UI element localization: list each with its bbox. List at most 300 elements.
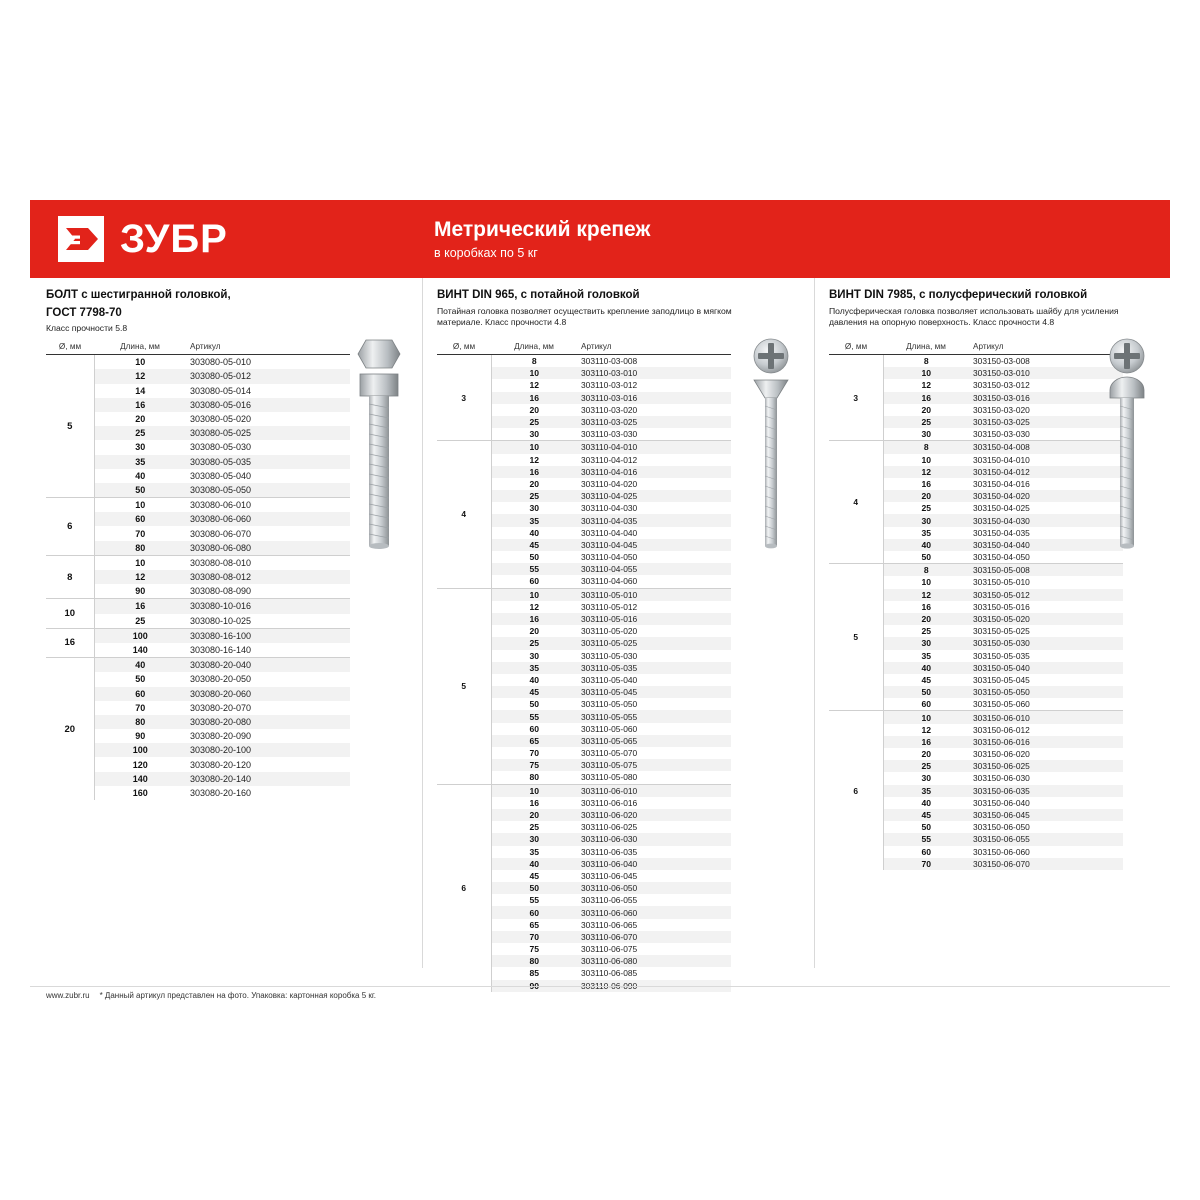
section-title-line1: ВИНТ DIN 7985, с полусферический головкой <box>829 289 1088 301</box>
cell-length: 160 <box>132 787 148 798</box>
cell-article: 303110-03-012 <box>581 380 638 391</box>
cell-length: 30 <box>921 429 932 440</box>
cell-length: 16 <box>94 398 186 412</box>
cell-article: 303080-20-070 <box>190 702 252 713</box>
cell-length: 25 <box>921 626 932 637</box>
cell-length: 16 <box>94 599 186 614</box>
product-image-pan-head-screw <box>1090 332 1164 572</box>
catalog-sheet <box>30 200 1170 1000</box>
cell-article: 303080-20-140 <box>186 772 350 786</box>
cell-article: 303150-03-012 <box>973 380 1030 391</box>
cell-length: 50 <box>921 822 932 833</box>
cell-article: 303150-04-050 <box>973 552 1030 563</box>
cell-length: 80 <box>491 955 577 967</box>
cell-article: 303110-06-085 <box>581 968 638 979</box>
cell-article: 303080-05-050 <box>186 483 350 498</box>
table-row <box>437 588 731 601</box>
cell-article: 303150-04-008 <box>969 441 1123 454</box>
cell-article: 303110-04-060 <box>581 576 638 587</box>
cell-article: 303110-05-070 <box>581 748 638 759</box>
cell-article: 303110-03-016 <box>577 392 731 404</box>
zubr-mark-icon <box>58 216 104 262</box>
cell-length: 10 <box>883 711 969 724</box>
table-header-row <box>46 340 350 355</box>
cell-length: 35 <box>529 846 540 857</box>
cell-length: 60 <box>529 723 540 734</box>
table-row <box>46 628 350 643</box>
table-header-row <box>437 340 731 355</box>
cell-length: 14 <box>135 385 146 396</box>
cell-length: 40 <box>529 527 540 538</box>
cell-diameter: 8 <box>46 555 94 599</box>
cell-article: 303080-16-140 <box>190 645 252 656</box>
cell-article: 303080-20-050 <box>190 674 252 685</box>
cell-length: 90 <box>135 731 146 742</box>
cell-length: 8 <box>883 564 969 577</box>
cell-article: 303110-06-030 <box>577 833 731 845</box>
cell-article: 303110-06-060 <box>577 906 731 918</box>
cell-article: 303110-04-010 <box>577 441 731 454</box>
cell-article: 303150-05-030 <box>969 637 1123 649</box>
cell-article: 303110-05-040 <box>581 674 638 685</box>
cell-article: 303150-06-030 <box>973 773 1030 784</box>
section-description: Класс прочности 5.8 <box>46 323 128 334</box>
col-header-diameter: Ø, мм <box>46 340 94 355</box>
section-pan-head-screw <box>814 278 1170 968</box>
cell-length: 55 <box>491 710 577 722</box>
cell-article: 303110-06-055 <box>581 895 638 906</box>
cell-article: 303150-05-020 <box>969 613 1123 625</box>
section-header <box>829 288 1160 334</box>
cell-article: 303110-05-010 <box>577 588 731 601</box>
cell-article: 303110-06-016 <box>581 797 638 808</box>
cell-article: 303110-06-090 <box>577 980 731 992</box>
section-header <box>46 288 410 334</box>
cell-article: 303150-03-030 <box>973 429 1030 440</box>
cell-article: 303080-08-012 <box>186 570 350 584</box>
cell-article: 303150-05-008 <box>969 564 1123 577</box>
cell-length: 10 <box>491 588 577 601</box>
cell-length: 10 <box>491 441 577 454</box>
cell-article: 303150-04-010 <box>973 454 1030 465</box>
cell-length: 55 <box>529 895 540 906</box>
cell-article: 303080-06-080 <box>186 541 350 556</box>
cell-article: 303080-05-016 <box>186 398 350 412</box>
cell-article: 303110-03-025 <box>577 416 731 428</box>
cell-length: 12 <box>94 570 186 584</box>
cell-article: 303110-05-055 <box>577 710 731 722</box>
cell-length: 55 <box>883 833 969 845</box>
cell-length: 16 <box>529 797 540 808</box>
cell-length: 25 <box>94 426 186 440</box>
cell-length: 12 <box>529 380 540 391</box>
section-header <box>437 288 802 334</box>
cell-length: 16 <box>921 478 932 489</box>
col-header-article: Артикул <box>969 340 1123 355</box>
cell-length: 75 <box>491 759 577 771</box>
cell-length: 30 <box>921 773 932 784</box>
cell-article: 303150-06-050 <box>973 822 1030 833</box>
cell-article: 303080-16-100 <box>186 628 350 643</box>
cell-diameter: 6 <box>437 784 491 992</box>
cell-length: 12 <box>529 454 540 465</box>
cell-length: 70 <box>491 931 577 943</box>
cell-article: 303110-03-008 <box>581 356 638 367</box>
cell-article: 303080-05-014 <box>190 385 252 396</box>
cell-length: 70 <box>135 702 146 713</box>
cell-article: 303110-06-050 <box>577 882 731 894</box>
cell-length: 25 <box>491 637 577 649</box>
table-header-row <box>829 340 1123 355</box>
section-description: Потайная головка позволяет осуществить крепление заподлицо в мягком материале. Класс прочности 4.8 <box>437 305 732 327</box>
cell-length: 70 <box>135 528 146 539</box>
cell-length: 30 <box>883 637 969 649</box>
parts-table-panhead <box>829 340 1123 870</box>
section-title-line1: БОЛТ с шестигранной головкой, <box>46 289 231 301</box>
cell-length: 10 <box>491 784 577 797</box>
cell-length: 8 <box>883 441 969 454</box>
cell-article: 303110-03-020 <box>581 404 638 415</box>
cell-length: 25 <box>921 503 932 514</box>
cell-length: 10 <box>135 357 146 368</box>
col-header-length: Длина, мм <box>883 340 969 355</box>
cell-length: 40 <box>921 797 932 808</box>
cell-length: 12 <box>94 369 186 383</box>
table-row <box>437 355 731 368</box>
cell-length: 65 <box>529 919 540 930</box>
cell-article: 303150-06-045 <box>969 809 1123 821</box>
section-countersunk-screw <box>422 278 814 991</box>
cell-article: 303080-06-060 <box>186 512 350 526</box>
cell-length: 45 <box>883 809 969 821</box>
cell-length: 60 <box>921 699 932 710</box>
cell-article: 303110-03-030 <box>581 429 638 440</box>
table-row <box>437 784 731 797</box>
table-body <box>46 355 350 800</box>
cell-length: 45 <box>921 674 932 685</box>
cell-length: 120 <box>132 759 148 770</box>
cell-length: 40 <box>529 674 540 685</box>
cell-article: 303150-04-025 <box>973 503 1030 514</box>
cell-article: 303110-04-030 <box>581 503 638 514</box>
cell-article: 303110-04-040 <box>581 527 638 538</box>
cell-article: 303080-05-035 <box>186 455 350 469</box>
cell-diameter: 5 <box>46 355 94 498</box>
section-title-line2: ГОСТ 7798-70 <box>46 306 122 319</box>
cell-length: 85 <box>529 968 540 979</box>
cell-length: 20 <box>883 490 969 502</box>
cell-length: 45 <box>529 870 540 881</box>
table-body <box>829 355 1123 870</box>
cell-article: 303150-03-016 <box>969 392 1123 404</box>
cell-length: 12 <box>921 724 932 735</box>
col-header-article: Артикул <box>577 340 731 355</box>
cell-length: 40 <box>883 539 969 551</box>
cell-article: 303150-05-040 <box>969 662 1123 674</box>
cell-article: 303110-06-035 <box>581 846 638 857</box>
cell-article: 303150-06-040 <box>973 797 1030 808</box>
cell-article: 303110-06-065 <box>581 919 638 930</box>
cell-length: 10 <box>94 555 186 570</box>
cell-diameter: 5 <box>829 564 883 711</box>
cell-article: 303150-03-020 <box>973 404 1030 415</box>
cell-article: 303110-06-025 <box>581 822 638 833</box>
cell-article: 303110-04-055 <box>577 563 731 575</box>
cell-length: 20 <box>529 626 540 637</box>
cell-length: 50 <box>529 699 540 710</box>
cell-article: 303110-05-080 <box>581 772 638 783</box>
cell-length: 100 <box>94 743 186 757</box>
cell-article: 303110-05-050 <box>581 699 638 710</box>
cell-length: 35 <box>883 785 969 797</box>
cell-article: 303080-20-060 <box>186 687 350 701</box>
table-row <box>437 441 731 454</box>
cell-article: 303080-20-100 <box>186 743 350 757</box>
cell-length: 60 <box>94 687 186 701</box>
cell-article: 303080-10-016 <box>186 599 350 614</box>
cell-length: 20 <box>135 414 146 425</box>
cell-length: 16 <box>491 613 577 625</box>
col-header-diameter: Ø, мм <box>829 340 883 355</box>
cell-length: 12 <box>883 466 969 478</box>
cell-length: 35 <box>921 527 932 538</box>
cell-article: 303110-05-065 <box>577 735 731 747</box>
cell-article: 303150-06-010 <box>969 711 1123 724</box>
cell-article: 303150-06-070 <box>969 858 1123 870</box>
cell-article: 303110-05-016 <box>577 613 731 625</box>
cell-article: 303080-20-040 <box>186 658 350 673</box>
cell-diameter: 6 <box>829 711 883 870</box>
cell-diameter: 5 <box>437 588 491 784</box>
cell-article: 303110-06-020 <box>577 809 731 821</box>
cell-article: 303150-04-040 <box>969 539 1123 551</box>
cell-article: 303080-10-025 <box>190 615 252 626</box>
cell-length: 10 <box>921 454 932 465</box>
col-header-length: Длина, мм <box>94 340 186 355</box>
cell-length: 45 <box>491 539 577 551</box>
cell-article: 303110-06-075 <box>581 944 638 955</box>
cell-length: 35 <box>491 662 577 674</box>
cell-length: 90 <box>491 980 577 992</box>
cell-article: 303080-05-025 <box>186 426 350 440</box>
cell-length: 8 <box>531 356 537 367</box>
cell-length: 40 <box>94 658 186 673</box>
cell-length: 140 <box>132 645 148 656</box>
cell-article: 303110-06-045 <box>581 870 638 881</box>
cell-article: 303150-06-016 <box>969 736 1123 748</box>
cell-article: 303110-06-080 <box>577 955 731 967</box>
cell-article: 303110-05-075 <box>577 759 731 771</box>
brand-logo <box>30 200 420 278</box>
parts-table-hex-bolt <box>46 340 350 800</box>
cell-article: 303110-04-050 <box>581 552 638 563</box>
cell-article: 303110-05-012 <box>581 601 638 612</box>
cell-article: 303080-05-020 <box>190 414 252 425</box>
product-image-countersunk-screw <box>734 332 808 572</box>
cell-length: 80 <box>94 541 186 556</box>
cell-length: 30 <box>491 833 577 845</box>
cell-article: 303150-05-060 <box>973 699 1030 710</box>
cell-length: 50 <box>491 882 577 894</box>
header-titles <box>420 218 650 260</box>
section-title-line1: ВИНТ DIN 965, с потайной головкой <box>437 289 640 301</box>
table-body <box>437 355 731 992</box>
cell-length: 40 <box>883 662 969 674</box>
cell-diameter: 20 <box>46 658 94 800</box>
cell-length: 55 <box>491 563 577 575</box>
cell-length: 16 <box>883 736 969 748</box>
cell-length: 65 <box>491 735 577 747</box>
cell-length: 80 <box>94 715 186 729</box>
cell-article: 303080-20-160 <box>190 787 252 798</box>
cell-length: 25 <box>529 822 540 833</box>
table-row <box>46 658 350 673</box>
cell-article: 303150-05-035 <box>973 650 1030 661</box>
page-subtitle: в коробках по 5 кг <box>434 246 538 261</box>
table-row <box>829 711 1123 724</box>
section-hex-bolt <box>30 278 422 968</box>
cell-article: 303150-04-020 <box>969 490 1123 502</box>
table-row <box>829 564 1123 577</box>
cell-length: 12 <box>529 601 540 612</box>
cell-diameter: 10 <box>46 599 94 628</box>
cell-length: 8 <box>923 356 929 367</box>
cell-length: 50 <box>135 674 146 685</box>
header-banner <box>30 200 1170 278</box>
cell-length: 20 <box>491 809 577 821</box>
cell-article: 303150-06-025 <box>969 760 1123 772</box>
cell-article: 303150-05-010 <box>973 577 1030 588</box>
cell-length: 35 <box>921 650 932 661</box>
cell-length: 20 <box>529 478 540 489</box>
cell-article: 303080-20-120 <box>190 759 252 770</box>
cell-diameter: 4 <box>437 441 491 588</box>
cell-article: 303110-04-016 <box>577 466 731 478</box>
cell-article: 303110-05-060 <box>581 723 638 734</box>
cell-article: 303110-05-030 <box>581 650 638 661</box>
cell-article: 303110-04-045 <box>577 539 731 551</box>
cell-length: 70 <box>529 748 540 759</box>
cell-length: 75 <box>529 944 540 955</box>
product-image-hex-bolt <box>342 332 416 572</box>
col-header-diameter: Ø, мм <box>437 340 491 355</box>
cell-length: 35 <box>94 455 186 469</box>
cell-length: 50 <box>921 552 932 563</box>
cell-article: 303080-20-090 <box>190 731 252 742</box>
cell-length: 30 <box>529 650 540 661</box>
brand-name: ЗУБР <box>120 216 228 261</box>
cell-length: 50 <box>529 552 540 563</box>
cell-article: 303150-03-025 <box>969 416 1123 428</box>
footer-website[interactable]: www.zubr.ru <box>46 991 90 1000</box>
cell-article: 303110-04-025 <box>577 490 731 502</box>
cell-length: 60 <box>529 576 540 587</box>
cell-length: 25 <box>491 416 577 428</box>
cell-length: 40 <box>491 858 577 870</box>
cell-article: 303150-05-025 <box>973 626 1030 637</box>
cell-article: 303110-04-035 <box>577 514 731 526</box>
cell-length: 25 <box>491 490 577 502</box>
cell-article: 303150-06-035 <box>969 785 1123 797</box>
cell-length: 25 <box>883 416 969 428</box>
cell-diameter: 3 <box>829 355 883 441</box>
cell-article: 303110-05-020 <box>581 626 638 637</box>
cell-article: 303150-03-008 <box>973 356 1030 367</box>
cell-article: 303080-06-010 <box>186 498 350 513</box>
cell-diameter: 3 <box>437 355 491 441</box>
cell-article: 303150-06-060 <box>973 846 1030 857</box>
table-row <box>46 555 350 570</box>
cell-article: 303110-06-040 <box>577 858 731 870</box>
table-row <box>829 441 1123 454</box>
cell-article: 303150-06-012 <box>973 724 1030 735</box>
table-row <box>46 355 350 370</box>
cell-length: 140 <box>94 772 186 786</box>
cell-length: 25 <box>883 760 969 772</box>
cell-article: 303080-06-070 <box>190 528 252 539</box>
cell-article: 303080-08-010 <box>186 555 350 570</box>
cell-length: 10 <box>491 367 577 379</box>
cell-article: 303110-05-035 <box>577 662 731 674</box>
cell-length: 80 <box>529 772 540 783</box>
cell-article: 303110-03-010 <box>577 367 731 379</box>
cell-length: 50 <box>883 686 969 698</box>
cell-length: 16 <box>491 466 577 478</box>
table-row <box>46 498 350 513</box>
cell-length: 30 <box>135 442 146 453</box>
cell-length: 50 <box>94 483 186 498</box>
cell-length: 10 <box>883 367 969 379</box>
cell-article: 303150-06-020 <box>973 749 1030 760</box>
cell-length: 20 <box>529 404 540 415</box>
cell-length: 60 <box>491 906 577 918</box>
cell-length: 40 <box>135 470 146 481</box>
cell-article: 303110-05-025 <box>577 637 731 649</box>
cell-length: 30 <box>529 429 540 440</box>
cell-length: 25 <box>135 615 146 626</box>
cell-article: 303150-05-012 <box>969 589 1123 601</box>
table-row <box>829 355 1123 368</box>
cell-article: 303150-05-016 <box>973 601 1030 612</box>
cell-article: 303150-04-035 <box>973 527 1030 538</box>
cell-length: 60 <box>94 512 186 526</box>
cell-length: 70 <box>883 858 969 870</box>
cell-length: 10 <box>94 498 186 513</box>
cell-article: 303080-20-080 <box>186 715 350 729</box>
cell-article: 303110-06-010 <box>577 784 731 797</box>
cell-article: 303110-04-020 <box>581 478 638 489</box>
cell-length: 45 <box>491 686 577 698</box>
cell-article: 303150-05-050 <box>969 686 1123 698</box>
cell-length: 30 <box>883 514 969 526</box>
cell-article: 303150-04-016 <box>973 478 1030 489</box>
cell-length: 12 <box>883 589 969 601</box>
cell-length: 30 <box>529 503 540 514</box>
parts-table-countersunk <box>437 340 731 992</box>
cell-length: 60 <box>921 846 932 857</box>
page-title: Метрический крепеж <box>434 217 651 241</box>
cell-length: 16 <box>921 601 932 612</box>
cell-length: 10 <box>921 577 932 588</box>
cell-length: 16 <box>491 392 577 404</box>
cell-article: 303080-05-010 <box>190 357 252 368</box>
cell-length: 20 <box>921 404 932 415</box>
cell-article: 303150-03-010 <box>969 367 1123 379</box>
table-row <box>46 599 350 614</box>
cell-article: 303150-04-030 <box>969 514 1123 526</box>
footer <box>30 986 1170 1000</box>
col-header-article: Артикул <box>186 340 350 355</box>
